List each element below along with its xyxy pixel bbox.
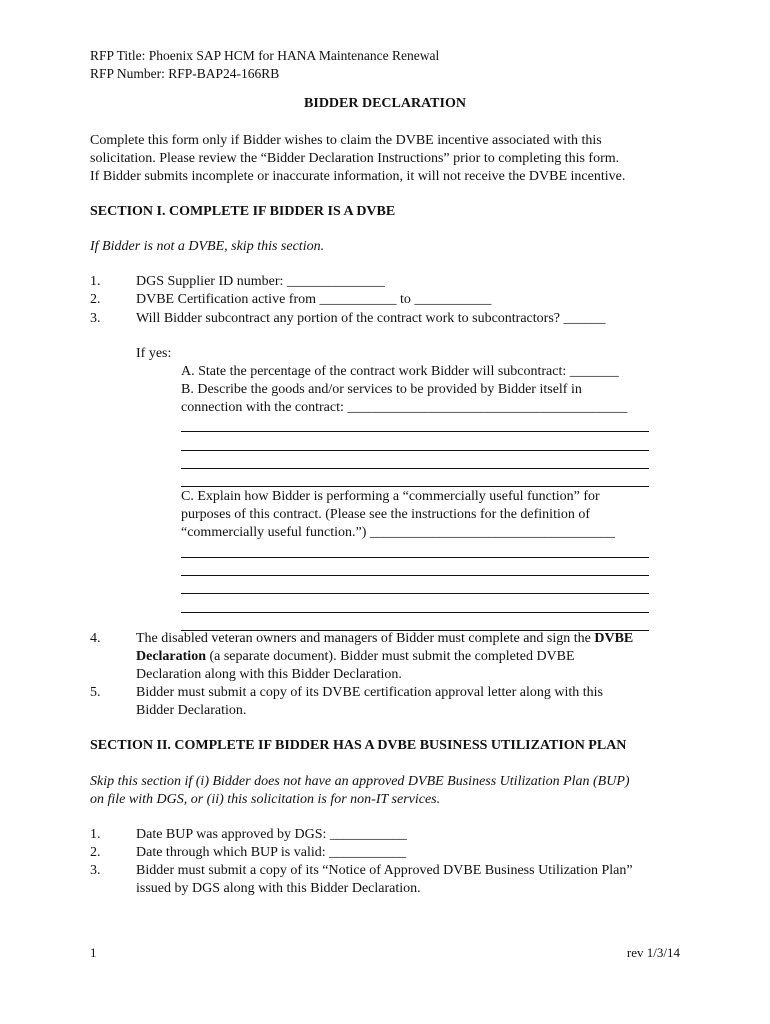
bup-approved-date-field[interactable]: Date BUP was approved by DGS: ___________ (136, 827, 407, 842)
certification-dates-field[interactable]: DVBE Certification active from ___________ to ___________ (136, 292, 492, 307)
item-number: 5. (90, 685, 101, 700)
revision-date: rev 1/3/14 (626, 945, 680, 960)
subcontract-field[interactable]: Will Bidder subcontract any portion of the contract work to subcontractors? ______ (136, 311, 606, 326)
bup-valid-date-field[interactable]: Date through which BUP is valid: ___________ (136, 845, 407, 860)
item-number: 1. (90, 274, 101, 289)
item-number: 2. (90, 845, 101, 860)
supplier-id-field[interactable]: DGS Supplier ID number: ______________ (136, 274, 385, 289)
section-2-note: Skip this section if (i) Bidder does not have an approved DVBE Business Utilization Plan (BUP) (90, 774, 630, 789)
commercial-function-field[interactable]: “commercially useful function.”) ___________________________________ (181, 525, 615, 540)
describe-goods-field[interactable]: connection with the contract: ________________________________________ (181, 400, 628, 415)
rfp-number-line: RFP Number: RFP-BAP24-166RB (90, 66, 280, 81)
answer-blank-line[interactable] (181, 612, 649, 613)
section-2-heading: SECTION II. COMPLETE IF BIDDER HAS A DVBE BUSINESS UTILIZATION PLAN (90, 738, 627, 753)
page-number: 1 (90, 945, 97, 960)
commercial-function-line: C. Explain how Bidder is performing a “commercially useful function” for (181, 489, 600, 504)
section-2-note: on file with DGS, or (ii) this solicitation is for non-IT services. (90, 792, 441, 807)
describe-goods-line: B. Describe the goods and/or services to be provided by Bidder itself in (181, 382, 582, 397)
bup-notice-line: Bidder must submit a copy of its “Notice of Approved DVBE Business Utilization Plan” (136, 863, 633, 878)
subcontract-percentage-field[interactable]: A. State the percentage of the contract work Bidder will subcontract: _______ (181, 364, 619, 379)
if-yes-label: If yes: (136, 346, 172, 361)
item-4-line: Declaration (a separate document). Bidder must submit the completed DVBE (136, 649, 575, 664)
answer-blank-line[interactable] (181, 450, 649, 451)
page-title: BIDDER DECLARATION (304, 96, 466, 111)
answer-blank-line[interactable] (181, 593, 649, 594)
section-1-note: If Bidder is not a DVBE, skip this section. (90, 239, 325, 254)
answer-blank-line[interactable] (181, 431, 649, 432)
item-4-line: The disabled veteran owners and managers of Bidder must complete and sign the DVBE (136, 631, 634, 646)
rfp-title-line: RFP Title: Phoenix SAP HCM for HANA Maintenance Renewal (90, 48, 440, 63)
answer-blank-line[interactable] (181, 575, 649, 576)
commercial-function-line: purposes of this contract. (Please see the instructions for the definition of (181, 507, 591, 522)
item-5-line: Bidder must submit a copy of its DVBE certification approval letter along with this (136, 685, 603, 700)
item-number: 3. (90, 311, 101, 326)
answer-blank-line[interactable] (181, 557, 649, 558)
item-4-line: Declaration along with this Bidder Declaration. (136, 667, 402, 682)
intro-line: solicitation. Please review the “Bidder Declaration Instructions” prior to completing this form. (90, 151, 620, 166)
item-number: 1. (90, 827, 101, 842)
item-5-line: Bidder Declaration. (136, 703, 247, 718)
intro-line: Complete this form only if Bidder wishes to claim the DVBE incentive associated with this (90, 133, 602, 148)
bup-notice-line: issued by DGS along with this Bidder Declaration. (136, 881, 421, 896)
item-number: 2. (90, 292, 101, 307)
section-1-heading: SECTION I. COMPLETE IF BIDDER IS A DVBE (90, 204, 396, 219)
item-number: 4. (90, 631, 101, 646)
item-number: 3. (90, 863, 101, 878)
answer-blank-line[interactable] (181, 486, 649, 487)
answer-blank-line[interactable] (181, 468, 649, 469)
intro-line: If Bidder submits incomplete or inaccurate information, it will not receive the DVBE incentive. (90, 169, 626, 184)
